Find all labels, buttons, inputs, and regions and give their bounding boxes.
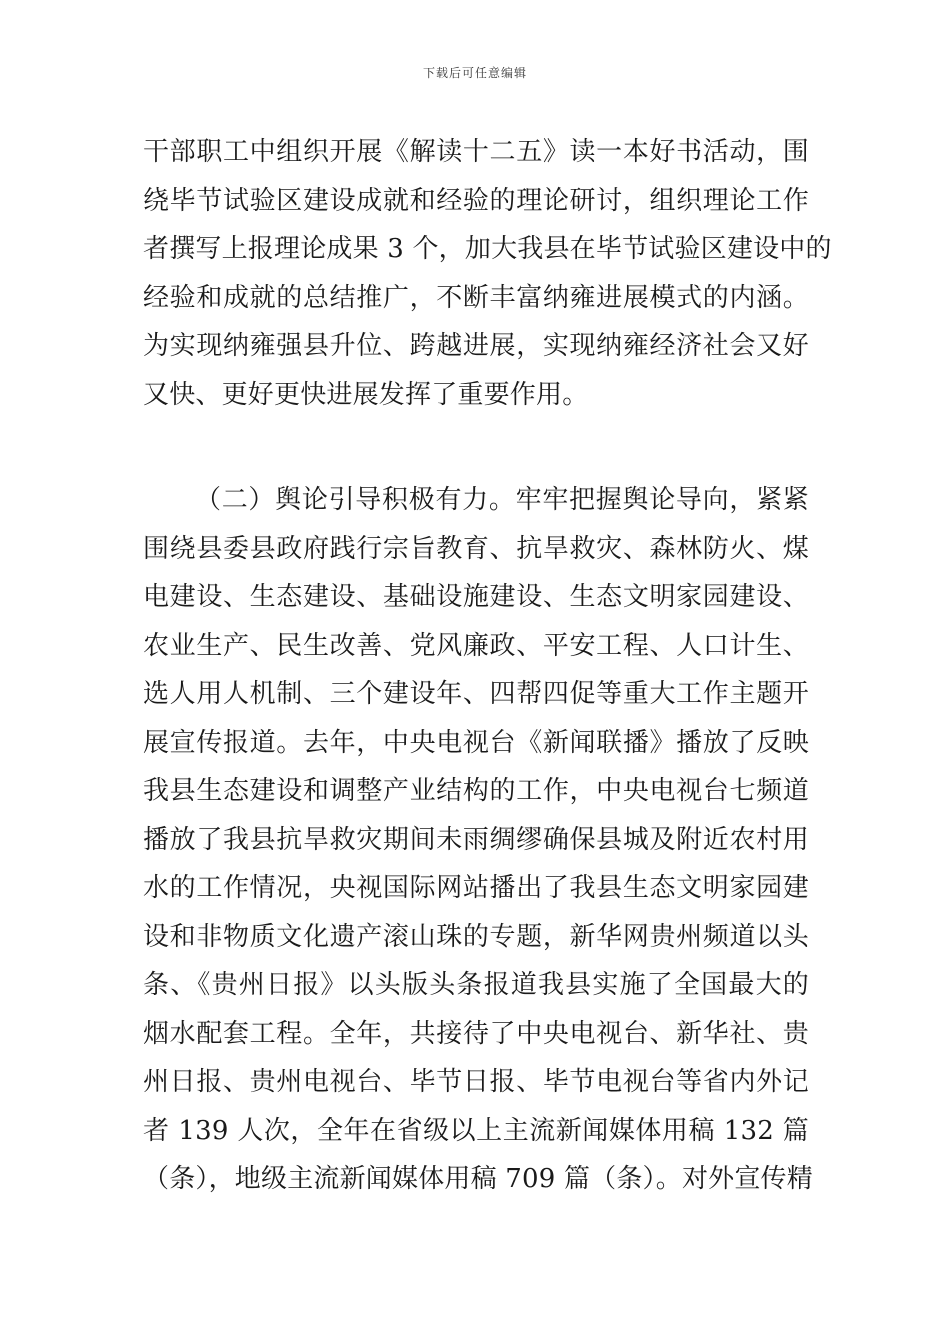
paragraph-line: 烟水配套工程。全年，共接待了中央电视台、新华社、贵 [143,1018,809,1049]
paragraph-line: （条），地级主流新闻媒体用稿 709 篇（条）。对外宣传精 [143,1164,813,1194]
paragraph-line: 展宣传报道。去年，中央电视台《新闻联播》播放了反映 [143,727,809,758]
body-paragraph-1 [143,128,832,419]
paragraph-line: 围绕县委县政府践行宗旨教育、抗旱救灾、森林防火、煤 [143,533,809,564]
paragraph-line: 为实现纳雍强县升位、跨越进展，实现纳雍经济社会又好 [143,331,809,361]
paragraph-line: 条、《贵州日报》以头版头条报道我县实施了全国最大的 [143,970,809,1000]
paragraph-line: 水的工作情况，央视国际网站播出了我县生态文明家园建 [143,873,809,903]
paragraph-line: 者 139 人次，全年在省级以上主流新闻媒体用稿 132 篇 [143,1115,809,1146]
paragraph-line: 又快、更好更快进展发挥了重要作用。 [143,379,589,410]
body-paragraph-2 [143,476,813,1204]
paragraph-line: 州日报、贵州电视台、毕节日报、毕节电视台等省内外记 [143,1067,809,1097]
paragraph-line: （二）舆论引导积极有力。牢牢把握舆论导向，紧紧 [195,485,809,515]
paragraph-line: 干部职工中组织开展《解读十二五》读一本好书活动，围 [143,137,809,167]
paragraph-line: 我县生态建设和调整产业结构的工作，中央电视台七频道 [143,776,809,806]
paragraph-line: 者撰写上报理论成果 3 个，加大我县在毕节试验区建设中的 [143,234,832,264]
paragraph-line: 经验和成就的总结推广，不断丰富纳雍进展模式的内涵。 [143,282,809,313]
page-header: 下载后可任意编辑 [422,66,527,80]
paragraph-line: 电建设、生态建设、基础设施建设、生态文明家园建设、 [143,582,809,612]
paragraph-line: 播放了我县抗旱救灾期间未雨绸缪确保县城及附近农村用 [143,824,809,855]
paragraph-line: 选人用人机制、三个建设年、四帮四促等重大工作主题开 [143,679,809,709]
paragraph-line: 设和非物质文化遗产滚山珠的专题，新华网贵州频道以头 [143,921,809,952]
paragraph-line: 农业生产、民生改善、党风廉政、平安工程、人口计生、 [143,630,809,661]
paragraph-line: 绕毕节试验区建设成就和经验的理论研讨，组织理论工作 [143,185,809,216]
